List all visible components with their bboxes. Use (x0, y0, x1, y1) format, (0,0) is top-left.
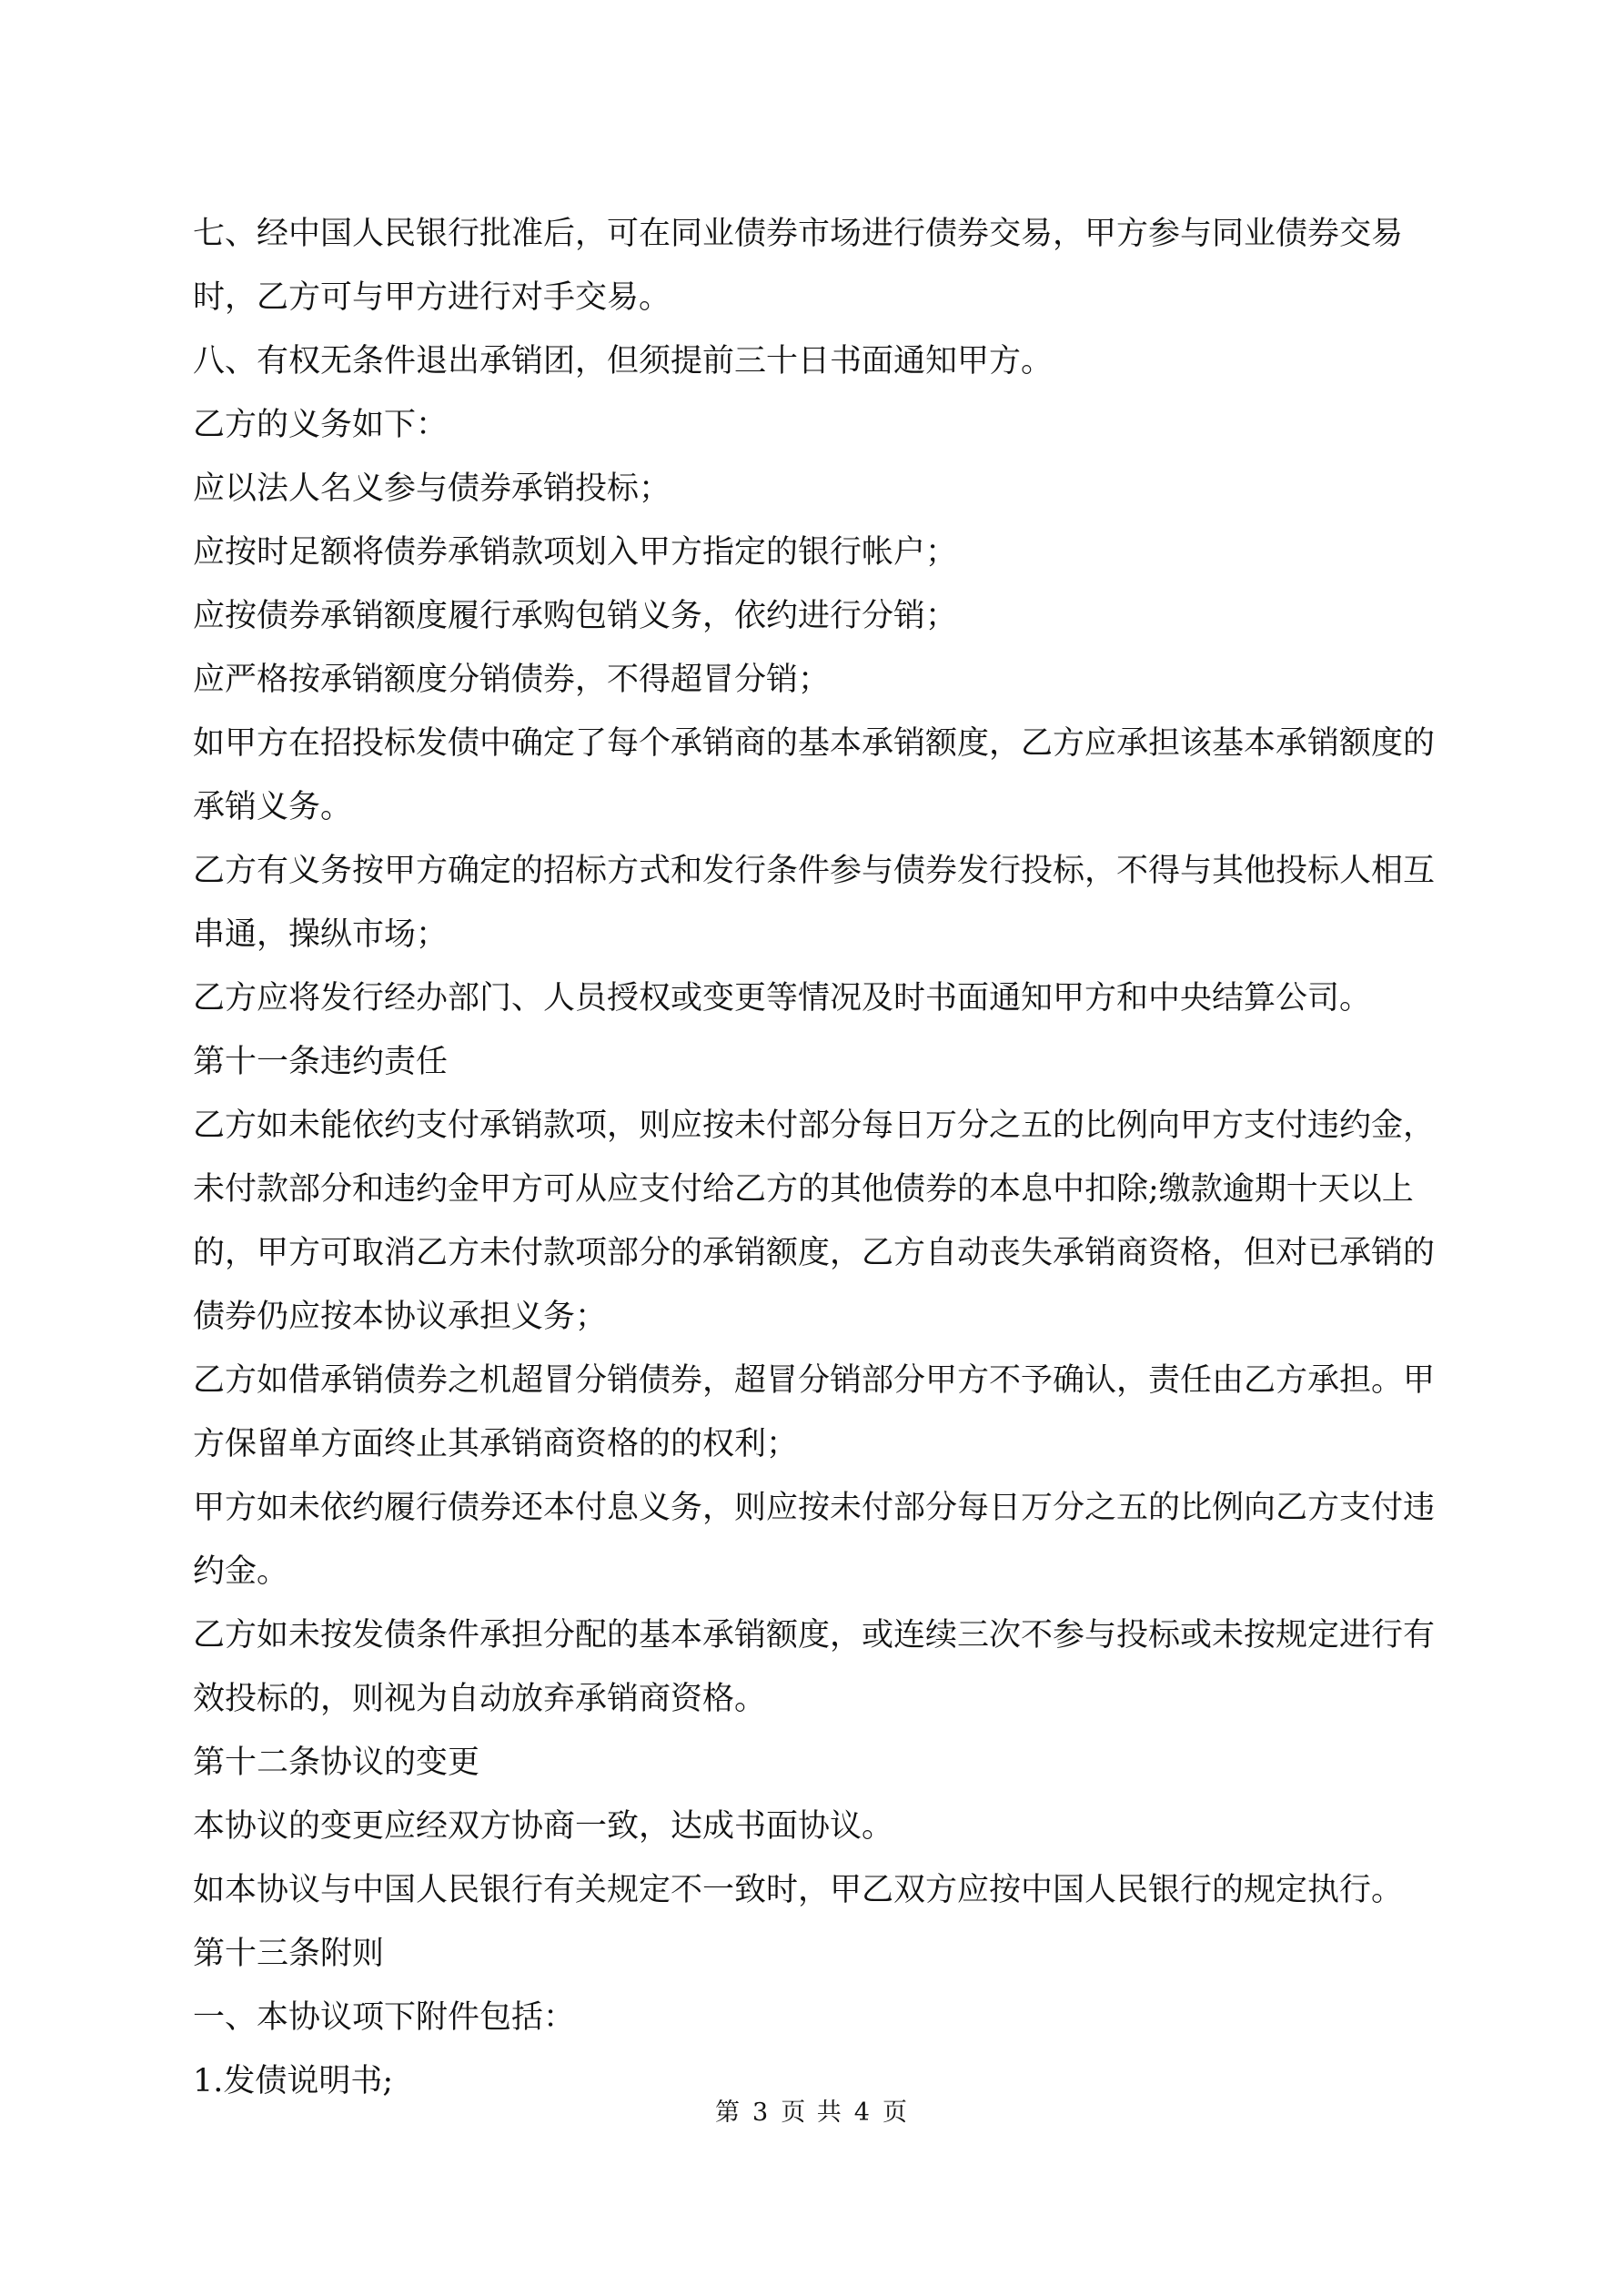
footer-total-pages: 4 (853, 2099, 872, 2127)
paragraph: 乙方应将发行经办部门、人员授权或变更等情况及时书面通知甲方和中央结算公司。 (193, 980, 1372, 1017)
paragraph: 乙方的义务如下： (193, 407, 449, 443)
footer-middle: 页 共 (781, 2099, 843, 2127)
page-footer (0, 2095, 1624, 2131)
paragraph: 1.发债说明书; (193, 2063, 394, 2099)
paragraph: 乙方如借承销债券之机超冒分销债券，超冒分销部分甲方不予确认，责任由乙方承担。甲方保留单方面终止其承销商资格的的权利； (193, 1362, 1436, 1462)
paragraph: 乙方如未能依约支付承销款项，则应按未付部分每日万分之五的比例向甲方支付违约金，未付款部分和违约金甲方可从应支付给乙方的其他债券的本息中扣除;缴款逾期十天以上的，甲方可取消乙方未付款项部分的承销额度，乙方自动丧失承销商资格，但对已承销的债券仍应按本协议承担义务； (193, 1108, 1436, 1335)
footer-prefix: 第 (715, 2099, 742, 2127)
footer-current-page: 3 (752, 2099, 771, 2127)
paragraph: 乙方有义务按甲方确定的招标方式和发行条件参与债券发行投标，不得与其他投标人相互串通，操纵市场； (193, 853, 1436, 953)
paragraph: 七、经中国人民银行批准后，可在同业债券市场进行债券交易，甲方参与同业债券交易时，乙方可与甲方进行对手交易。 (193, 216, 1404, 316)
paragraph: 八、有权无条件退出承销团，但须提前三十日书面通知甲方。 (193, 343, 1054, 379)
paragraph: 甲方如未依约履行债券还本付息义务，则应按未付部分每日万分之五的比例向乙方支付违约金。 (193, 1490, 1436, 1590)
paragraph: 如甲方在招投标发债中确定了每个承销商的基本承销额度，乙方应承担该基本承销额度的承销义务。 (193, 725, 1436, 825)
section-heading: 第十三条附则 (193, 1936, 385, 1972)
paragraph: 本协议的变更应经双方协商一致，达成书面协议。 (193, 1808, 894, 1845)
paragraph: 如本协议与中国人民银行有关规定不一致时，甲乙双方应按中国人民银行的规定执行。 (193, 1872, 1404, 1908)
paragraph: 一、本协议项下附件包括： (193, 1999, 576, 2036)
paragraph: 乙方如未按发债条件承担分配的基本承销额度，或连续三次不参与投标或未按规定进行有效投标的，则视为自动放弃承销商资格。 (193, 1617, 1436, 1717)
section-heading: 第十二条协议的变更 (193, 1745, 480, 1781)
paragraph: 应按时足额将债券承销款项划入甲方指定的银行帐户； (193, 534, 958, 571)
section-heading: 第十一条违约责任 (193, 1044, 449, 1080)
footer-suffix: 页 (882, 2099, 909, 2127)
document-body (193, 202, 1439, 2113)
paragraph: 应以法人名义参与债券承销投标； (193, 470, 671, 507)
paragraph: 应按债券承销额度履行承购包销义务，依约进行分销； (193, 598, 958, 634)
paragraph: 应严格按承销额度分销债券，不得超冒分销； (193, 662, 831, 698)
